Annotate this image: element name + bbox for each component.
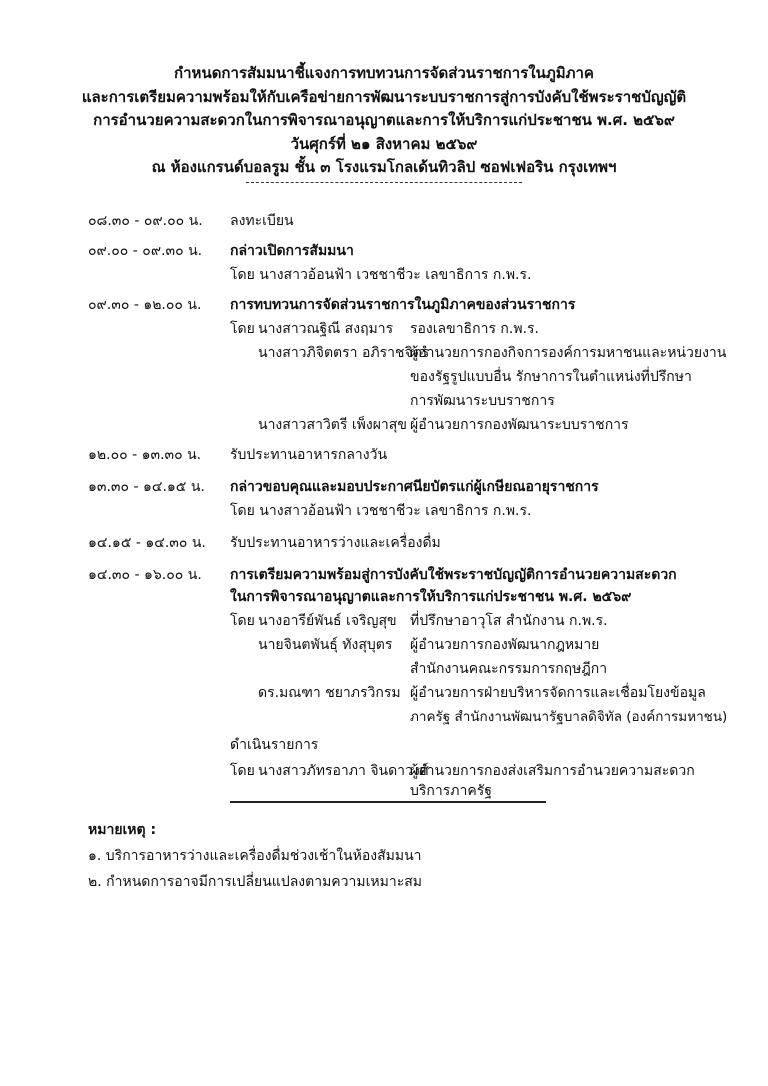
speaker-name: นายจินตพันธุ์ ทังสุบุตร bbox=[258, 637, 393, 653]
agenda-time: ๑๔.๓๐ - ๑๖.๐๐ น. bbox=[88, 567, 202, 583]
speaker-role: ผู้อำนวยการฝ่ายบริหารจัดการและเชื่อมโยงข้อมูล bbox=[410, 685, 706, 701]
speaker-name: นางสาวภิจิตตรา อภิราชจิตร bbox=[258, 345, 430, 361]
speaker-name: ดร.มณฑา ชยาภรวิกรม bbox=[258, 685, 401, 701]
moderator-name: นางสาวภัทรอาภา จินดาวงศ์ bbox=[258, 763, 429, 779]
note-item: ๑. บริการอาหารว่างและเครื่องดื่มช่วงเช้าในห้องสัมมนา bbox=[88, 848, 422, 864]
agenda-time: ๐๙.๐๐ - ๐๙.๓๐ น. bbox=[88, 243, 203, 259]
speaker-role: ภาครัฐ สำนักงานพัฒนารัฐบาลดิจิทัล (องค์การมหาชน) bbox=[410, 709, 728, 725]
agenda-title: รับประทานอาหารว่างและเครื่องดื่ม bbox=[230, 535, 441, 551]
speaker-role: รองเลขาธิการ ก.พ.ร. bbox=[410, 321, 539, 337]
agenda-title: รับประทานอาหารกลางวัน bbox=[230, 447, 388, 463]
moderator-role: ผู้อำนวยการกองส่งเสริมการอำนวยความสะดวก bbox=[410, 763, 695, 779]
speaker-prefix: โดย bbox=[230, 321, 255, 337]
agenda-title-continued: ในการพิจารณาอนุญาตและการให้บริการแก่ประชาชน พ.ศ. ๒๕๖๙ bbox=[230, 589, 632, 605]
header-line-5: ณ ห้องแกรนด์บอลรูม ชั้น ๓ โรงแรมโกลเด้นทิวลิป ซอฟเฟอริน กรุงเทพฯ bbox=[151, 158, 617, 176]
speaker-role: การพัฒนาระบบราชการ bbox=[410, 393, 555, 409]
speaker-role: ที่ปรึกษาอาวุโส สำนักงาน ก.พ.ร. bbox=[410, 613, 608, 629]
note-item: ๒. กำหนดการอาจมีการเปลี่ยนแปลงตามความเหมาะสม bbox=[88, 874, 423, 890]
agenda-title: การเตรียมความพร้อมสู่การบังคับใช้พระราชบัญญัติการอำนวยความสะดวก bbox=[230, 567, 677, 583]
header-line-3: การอำนวยความสะดวกในการพิจารณาอนุญาตและการให้บริการแก่ประชาชน พ.ศ. ๒๕๖๙ bbox=[93, 111, 675, 129]
agenda-time: ๐๘.๓๐ - ๐๙.๐๐ น. bbox=[88, 213, 203, 229]
agenda-time: ๑๓.๓๐ - ๑๔.๑๕ น. bbox=[88, 479, 205, 495]
header-line-4: วันศุกร์ที่ ๒๑ สิงหาคม ๒๕๖๙ bbox=[290, 134, 478, 153]
agenda-time: ๐๙.๓๐ - ๑๒.๐๐ น. bbox=[88, 297, 202, 313]
agenda-title: การทบทวนการจัดส่วนราชการในภูมิภาคของส่วนราชการ bbox=[230, 297, 576, 313]
agenda-title: ลงทะเบียน bbox=[230, 213, 294, 229]
speaker-name: นางสาวณฐิณี สงฤมาร bbox=[258, 321, 394, 337]
speaker-role: ผู้อำนวยการกองพัฒนากฎหมาย bbox=[410, 637, 600, 653]
agenda-time: ๑๔.๑๕ - ๑๔.๓๐ น. bbox=[88, 535, 206, 551]
agenda-speaker-line: โดย นางสาวอ้อนฟ้า เวชชาชีวะ เลขาธิการ ก.พ.ร. bbox=[230, 267, 532, 283]
moderator-label: ดำเนินรายการ bbox=[230, 737, 319, 753]
header-line-1: กำหนดการสัมมนาชี้แจงการทบทวนการจัดส่วนราชการในภูมิภาค bbox=[174, 64, 594, 82]
agenda-title: กล่าวเปิดการสัมมนา bbox=[230, 243, 354, 259]
speaker-prefix: โดย bbox=[230, 613, 255, 629]
closing-divider bbox=[230, 801, 546, 803]
speaker-name: นางสาวสาวิตรี เพ็งผาสุข bbox=[258, 417, 407, 433]
moderator-role: บริการภาครัฐ bbox=[410, 783, 492, 799]
speaker-role: สำนักงานคณะกรรมการกฤษฎีกา bbox=[410, 661, 608, 677]
header-line-2: และการเตรียมความพร้อมให้กับเครือข่ายการพัฒนาระบบราชการสู่การบังคับใช้พระราชบัญญัติ bbox=[81, 87, 687, 106]
moderator-prefix: โดย bbox=[230, 763, 255, 779]
speaker-role: ผู้อำนวยการกองพัฒนาระบบราชการ bbox=[410, 417, 629, 433]
speaker-role: ของรัฐรูปแบบอื่น รักษาการในตำแหน่งที่ปรึกษา bbox=[410, 369, 692, 385]
speaker-role: ผู้อำนวยการกองกิจการองค์การมหาชนและหน่วยงาน bbox=[410, 345, 727, 361]
agenda-time: ๑๒.๐๐ - ๑๓.๓๐ น. bbox=[88, 447, 202, 463]
agenda-speaker-line: โดย นางสาวอ้อนฟ้า เวชชาชีวะ เลขาธิการ ก.พ.ร. bbox=[230, 503, 532, 519]
speaker-name: นางอารีย์พันธ์ เจริญสุข bbox=[258, 613, 397, 629]
agenda-title: กล่าวขอบคุณและมอบประกาศนียบัตรแก่ผู้เกษียณอายุราชการ bbox=[230, 479, 599, 495]
notes-title: หมายเหตุ : bbox=[88, 822, 157, 838]
